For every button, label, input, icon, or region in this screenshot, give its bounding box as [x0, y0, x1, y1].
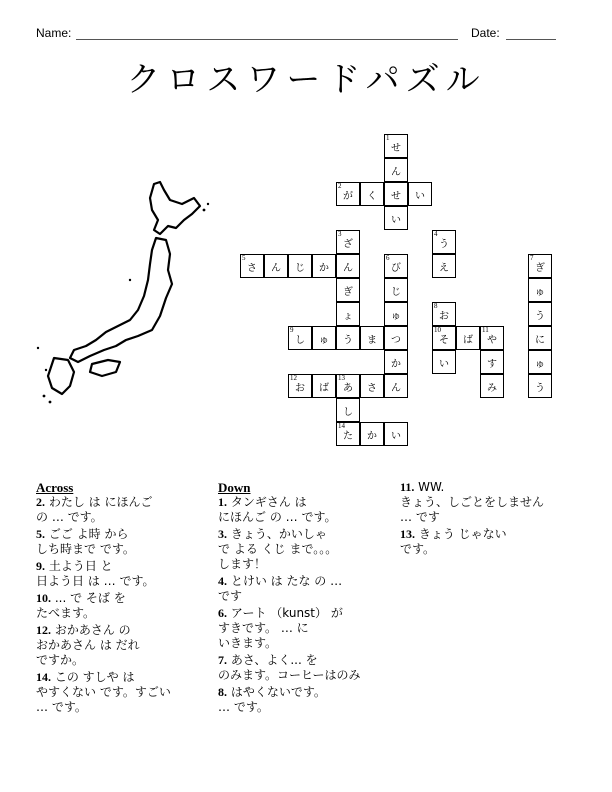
clue-item	[218, 685, 398, 715]
name-label: Name:	[36, 26, 72, 40]
clue-number: 5	[242, 254, 246, 262]
crossword-cell[interactable]	[528, 374, 552, 398]
cell-letter: み	[487, 382, 497, 394]
cell-letter: か	[319, 262, 329, 274]
cell-letter: う	[343, 334, 353, 346]
crossword-cell[interactable]	[336, 182, 360, 206]
crossword-cell[interactable]	[240, 254, 264, 278]
down-heading: Down	[218, 480, 251, 495]
crossword-cell[interactable]	[480, 326, 504, 350]
crossword-cell[interactable]	[384, 278, 408, 302]
clue-item	[218, 495, 398, 525]
clue-text: わたし は にほんご の … です。	[36, 495, 153, 524]
clue-item	[400, 480, 580, 525]
crossword-cell[interactable]	[336, 230, 360, 254]
clue-text: WW. きょう、しごとをしません … です	[400, 480, 545, 524]
cell-letter: い	[391, 430, 401, 442]
clue-item	[218, 574, 398, 604]
crossword-cell[interactable]	[432, 254, 456, 278]
crossword-cell[interactable]	[528, 326, 552, 350]
crossword-cell[interactable]	[384, 302, 408, 326]
cell-letter: ゅ	[535, 286, 545, 298]
cell-letter: さ	[247, 262, 257, 274]
crossword-cell[interactable]	[336, 398, 360, 422]
crossword-cell[interactable]	[528, 350, 552, 374]
clue-number: 12	[290, 374, 297, 382]
crossword-cell[interactable]	[432, 326, 456, 350]
crossword-cell[interactable]	[528, 278, 552, 302]
page-title: クロスワードパズル	[126, 60, 486, 100]
cell-letter: い	[439, 358, 449, 370]
clue-text: 土よう日 と 日よう日 は … です。	[36, 559, 155, 588]
crossword-cell[interactable]	[336, 422, 360, 446]
cell-letter: さ	[367, 382, 377, 394]
crossword-cell[interactable]	[480, 374, 504, 398]
clue-number: 13.	[400, 527, 415, 541]
cell-letter: ば	[463, 334, 473, 346]
clue-number: 13	[338, 374, 345, 382]
crossword-cell[interactable]	[264, 254, 288, 278]
cell-letter: ん	[271, 262, 281, 274]
cell-letter: ん	[391, 382, 401, 394]
clue-number: 4	[434, 230, 438, 238]
clue-text: とけい は たな の … です	[218, 574, 343, 603]
crossword-cell[interactable]	[408, 182, 432, 206]
clue-item	[400, 527, 580, 557]
clue-text: ごご よ時 から しち時まで です。	[36, 527, 135, 556]
cell-letter: う	[535, 310, 545, 322]
cell-letter: た	[343, 430, 353, 442]
clue-item	[36, 591, 214, 621]
crossword-cell[interactable]	[336, 302, 360, 326]
crossword-cell[interactable]	[336, 278, 360, 302]
crossword-cell[interactable]	[360, 422, 384, 446]
crossword-cell[interactable]	[360, 182, 384, 206]
crossword-cell[interactable]	[336, 326, 360, 350]
cell-letter: ざ	[343, 238, 353, 250]
clue-number: 1.	[218, 495, 227, 509]
cell-letter: せ	[391, 190, 401, 202]
across-heading: Across	[36, 480, 74, 495]
crossword-cell[interactable]	[384, 374, 408, 398]
clue-number: 11.	[400, 480, 415, 494]
cell-letter: ゅ	[535, 358, 545, 370]
cell-letter: ゅ	[319, 334, 329, 346]
crossword-cell[interactable]	[528, 254, 552, 278]
crossword-cell[interactable]	[432, 302, 456, 326]
cell-letter: が	[343, 190, 353, 202]
clue-number: 6	[386, 254, 390, 262]
cell-letter: し	[343, 406, 353, 418]
date-label: Date:	[471, 26, 500, 40]
clue-number: 12.	[36, 623, 51, 637]
cell-letter: す	[487, 358, 497, 370]
cell-letter: ん	[343, 262, 353, 274]
crossword-cell[interactable]	[288, 326, 312, 350]
cell-letter: か	[391, 358, 401, 370]
clue-number: 3	[338, 230, 342, 238]
cell-letter: あ	[343, 382, 353, 394]
crossword-cell[interactable]	[384, 350, 408, 374]
cell-letter: ぎ	[535, 262, 545, 274]
crossword-cell[interactable]	[456, 326, 480, 350]
cell-letter: に	[535, 334, 545, 346]
clue-item	[218, 527, 398, 572]
clue-text: アート （kunst） が すきです。 … に いきます。	[218, 606, 343, 650]
clue-text: タンギさん は にほんご の … です。	[218, 495, 337, 524]
crossword-cell[interactable]	[336, 374, 360, 398]
clue-text: ... で そば を たべます。	[36, 591, 126, 620]
clue-number: 14.	[36, 670, 51, 684]
cell-letter: く	[367, 190, 377, 202]
clue-item	[36, 623, 214, 668]
crossword-cell[interactable]	[288, 374, 312, 398]
clue-number: 9.	[36, 559, 45, 573]
more-down-clues	[400, 480, 580, 559]
clue-text: きょう、かいしゃ で よる くじ まで。。。 します！	[218, 527, 338, 571]
crossword-cell[interactable]	[384, 326, 408, 350]
cell-letter: つ	[391, 334, 401, 346]
clue-text: あさ、よく... を のみます。コーヒーはのみ	[218, 653, 361, 682]
clue-item	[218, 653, 398, 683]
crossword-cell[interactable]	[384, 134, 408, 158]
cell-letter: せ	[391, 142, 401, 154]
clue-number: 7.	[218, 653, 227, 667]
clue-item	[36, 670, 214, 715]
clue-number: 2	[338, 182, 342, 190]
crossword-cell[interactable]	[312, 374, 336, 398]
crossword-cell[interactable]	[312, 326, 336, 350]
cell-letter: ん	[391, 166, 401, 178]
cell-letter: そ	[439, 334, 449, 346]
cell-letter: い	[391, 214, 401, 226]
crossword-cell[interactable]	[384, 182, 408, 206]
crossword-cell[interactable]	[384, 206, 408, 230]
clue-number: 6.	[218, 606, 227, 620]
clue-text: おかあさん の おかあさん は だれ ですか。	[36, 623, 140, 667]
cell-letter: お	[295, 382, 305, 394]
crossword-cell[interactable]	[360, 374, 384, 398]
crossword-cell[interactable]	[384, 422, 408, 446]
crossword-cell[interactable]	[336, 254, 360, 278]
cell-letter: ょ	[343, 310, 353, 322]
cell-letter: か	[367, 430, 377, 442]
clue-number: 2.	[36, 495, 45, 509]
down-clues	[218, 480, 398, 717]
across-clues	[36, 480, 214, 717]
crossword-cell[interactable]	[528, 302, 552, 326]
clue-number: 3.	[218, 527, 227, 541]
clue-number: 4.	[218, 574, 227, 588]
clue-text: はやくないです。 … です。	[218, 685, 326, 714]
clue-number: 1	[386, 134, 390, 142]
cell-letter: ぎ	[343, 286, 353, 298]
cell-letter: ば	[319, 382, 329, 394]
clue-item	[218, 606, 398, 651]
cell-letter: い	[415, 190, 425, 202]
cell-letter: び	[391, 262, 401, 274]
crossword-cell[interactable]	[384, 158, 408, 182]
crossword-cell[interactable]	[288, 254, 312, 278]
clue-number: 9	[290, 326, 294, 334]
clue-number: 10	[434, 326, 441, 334]
clue-item	[36, 527, 214, 557]
clue-item	[36, 495, 214, 525]
cell-letter: お	[439, 310, 449, 322]
cell-letter: し	[295, 334, 305, 346]
clue-number: 10.	[36, 591, 51, 605]
crossword-cell[interactable]	[480, 350, 504, 374]
crossword-cell[interactable]	[384, 254, 408, 278]
cell-letter: え	[439, 262, 449, 274]
cell-letter: じ	[391, 286, 401, 298]
clue-number: 8.	[218, 685, 227, 699]
clue-number: 11	[482, 326, 489, 334]
clue-number: 14	[338, 422, 345, 430]
cell-letter: じ	[295, 262, 305, 274]
cell-letter: ま	[367, 334, 377, 346]
cell-letter: う	[439, 238, 449, 250]
clue-number: 5.	[36, 527, 45, 541]
cell-letter: ゅ	[391, 310, 401, 322]
cell-letter: う	[535, 382, 545, 394]
clue-item	[36, 559, 214, 589]
crossword-cell[interactable]	[432, 230, 456, 254]
clue-text: この すしや は やすくない です。すごい … です。	[36, 670, 171, 714]
clue-text: きょう じゃない です。	[400, 527, 507, 556]
crossword-cell[interactable]	[312, 254, 336, 278]
crossword-cell[interactable]	[432, 350, 456, 374]
crossword-cell[interactable]	[360, 326, 384, 350]
cell-letter: や	[487, 334, 497, 346]
clue-number: 7	[530, 254, 534, 262]
clue-number: 8	[434, 302, 438, 310]
